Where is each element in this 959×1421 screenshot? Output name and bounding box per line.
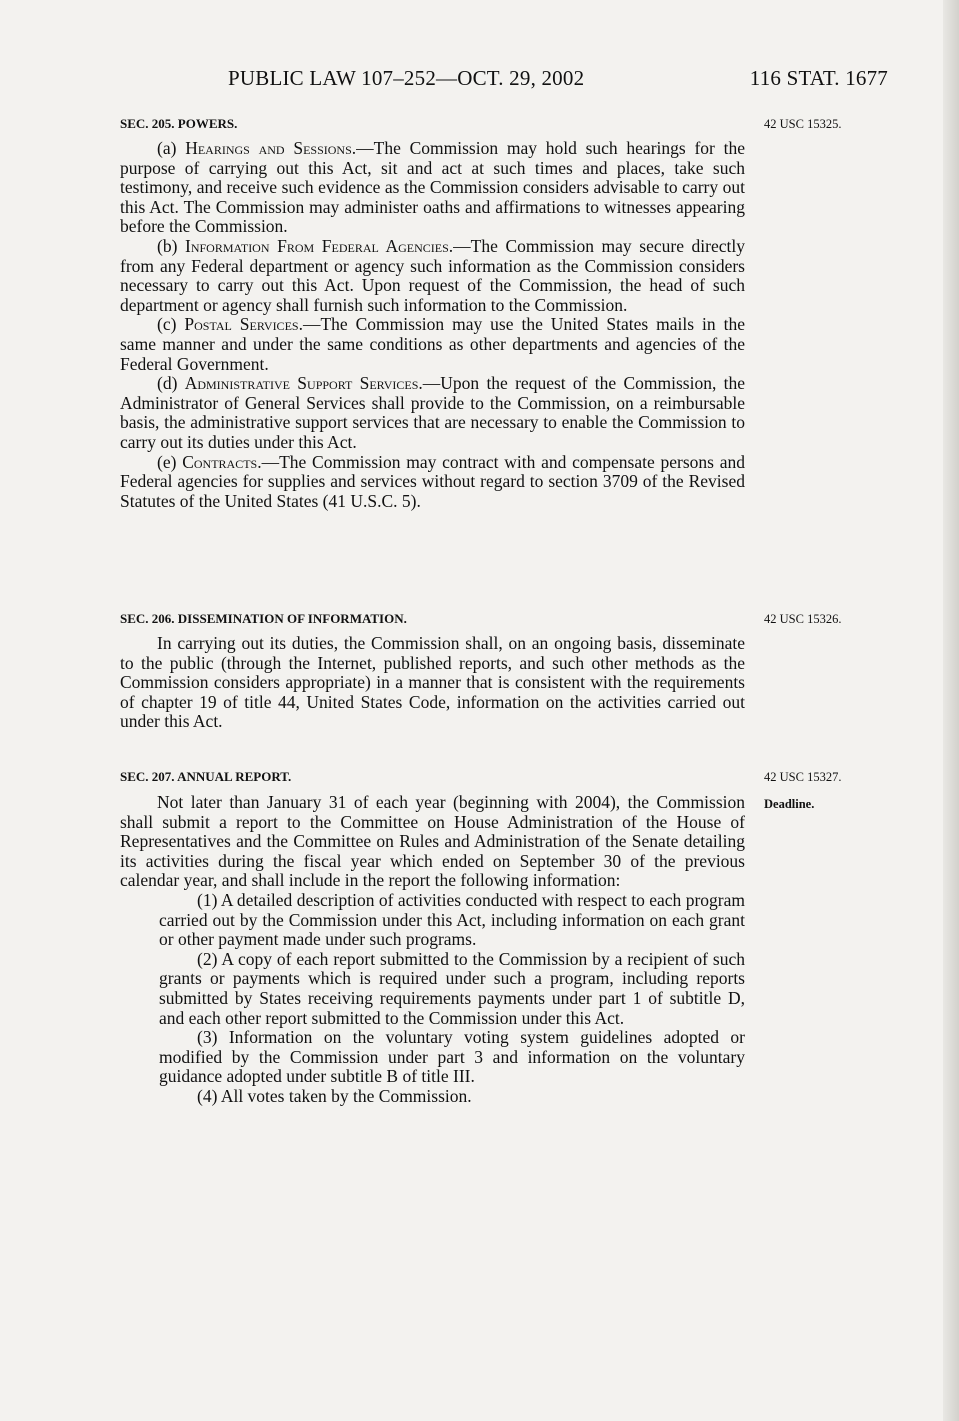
sec-207-intro: Not later than January 31 of each year (beginning with 2004), the Commission shall submit a report to the Committee on House Administration of the House of Representatives and the Committee on Rules and Administration of the Senate detailing its activities during the fiscal year which ended on September 30 of the previous calendar year, and shall include in the report the following information: (120, 792, 745, 891)
sec-207-body (120, 793, 745, 1107)
sec-205-para-d: (d) Administrative Support Services.—Upon the request of the Commission, the Administrator of General Services shall provide to the Commission, on a reimbursable basis, the administrative support services that are necessary to enable the Commission to carry out its duties under this Act. (120, 373, 745, 452)
sec-205-para-b: (b) Information From Federal Agencies.—The Commission may secure directly from any Federal department or agency such information as the Commission considers necessary to carry out this Act. Upon request of the Commission, the head of such department or agency shall furnish such information to the Commission. (120, 235, 746, 315)
sec-205-heading: SEC. 205. POWERS. (120, 116, 238, 131)
sec-205-para-c: (c) Postal Services.—The Commission may use the United States mails in the same manner and under the same conditions as other departments and agencies of the Federal Government. (120, 314, 745, 374)
sec-205-para-e: (e) Contracts.—The Commission may contract with and compensate persons and Federal agencies for supplies and services without regard to section 3709 of the Revised Statutes of the United States (41 U.S.C. 5). (120, 451, 745, 511)
sec-207-item-3: (3) Information on the voluntary voting system guidelines adopted or modified by the Commission under part 3 and information on the voluntary guidance adopted under subtitle B of title III. (159, 1027, 745, 1087)
caption: Hearings and Sessions. (185, 138, 357, 158)
caption: Contracts. (182, 451, 262, 472)
header-title: PUBLIC LAW 107–252—OCT. 29, 2002 (228, 66, 585, 90)
page-edge-shadow (943, 0, 959, 1421)
sec-205-para-a: (a) Hearings and Sessions.—The Commission may hold such hearings for the purpose of carrying out this Act, sit and act at such times and places, take such testimony, and receive such evidence as the Commission considers advisable to carry out this Act. The Commission may administer oaths and affirmations to witnesses appearing before the Commission. (120, 138, 745, 237)
sec-205-body (120, 139, 745, 511)
header-page-number: 116 STAT. 1677 (749, 66, 888, 90)
caption: Postal Services. (184, 314, 303, 335)
sec-206-paragraph: In carrying out its duties, the Commission shall, on an ongoing basis, disseminate to the public (through the Internet, published reports, and such other methods as the Commission considers appropriate) in a manner that is consistent with the requirements of chapter 19 of title 44, United States Code, information on the activities carried out under this Act. (120, 633, 745, 732)
sec-206-body (120, 634, 745, 732)
sec-207-margin-note: 42 USC 15327. (764, 770, 842, 784)
sec-206-heading: SEC. 206. DISSEMINATION OF INFORMATION. (120, 611, 407, 626)
sec-206-margin-note: 42 USC 15326. (764, 612, 842, 626)
sec-207-item-1: (1) A detailed description of activities conducted with respect to each program carried out by the Commission under this Act, including information on each grant or other payment made under such programs. (159, 889, 745, 950)
sec-207-item-4: (4) All votes taken by the Commission. (197, 1085, 472, 1106)
sec-207-item-2: (2) A copy of each report submitted to the Commission by a recipient of such grants or payments which is required under such a program, including reports submitted by States receiving requirements payments under part 1 of subtitle D, and each other report submitted to the Commission under this Act. (159, 948, 745, 1028)
running-header (228, 66, 888, 96)
sec-205-margin-note: 42 USC 15325. (764, 117, 842, 131)
caption: Information From Federal Agencies. (185, 235, 454, 256)
sec-207-heading: SEC. 207. ANNUAL REPORT. (120, 769, 292, 784)
caption: Administrative Support Services. (184, 373, 423, 394)
deadline-margin-note: Deadline. (764, 797, 815, 811)
